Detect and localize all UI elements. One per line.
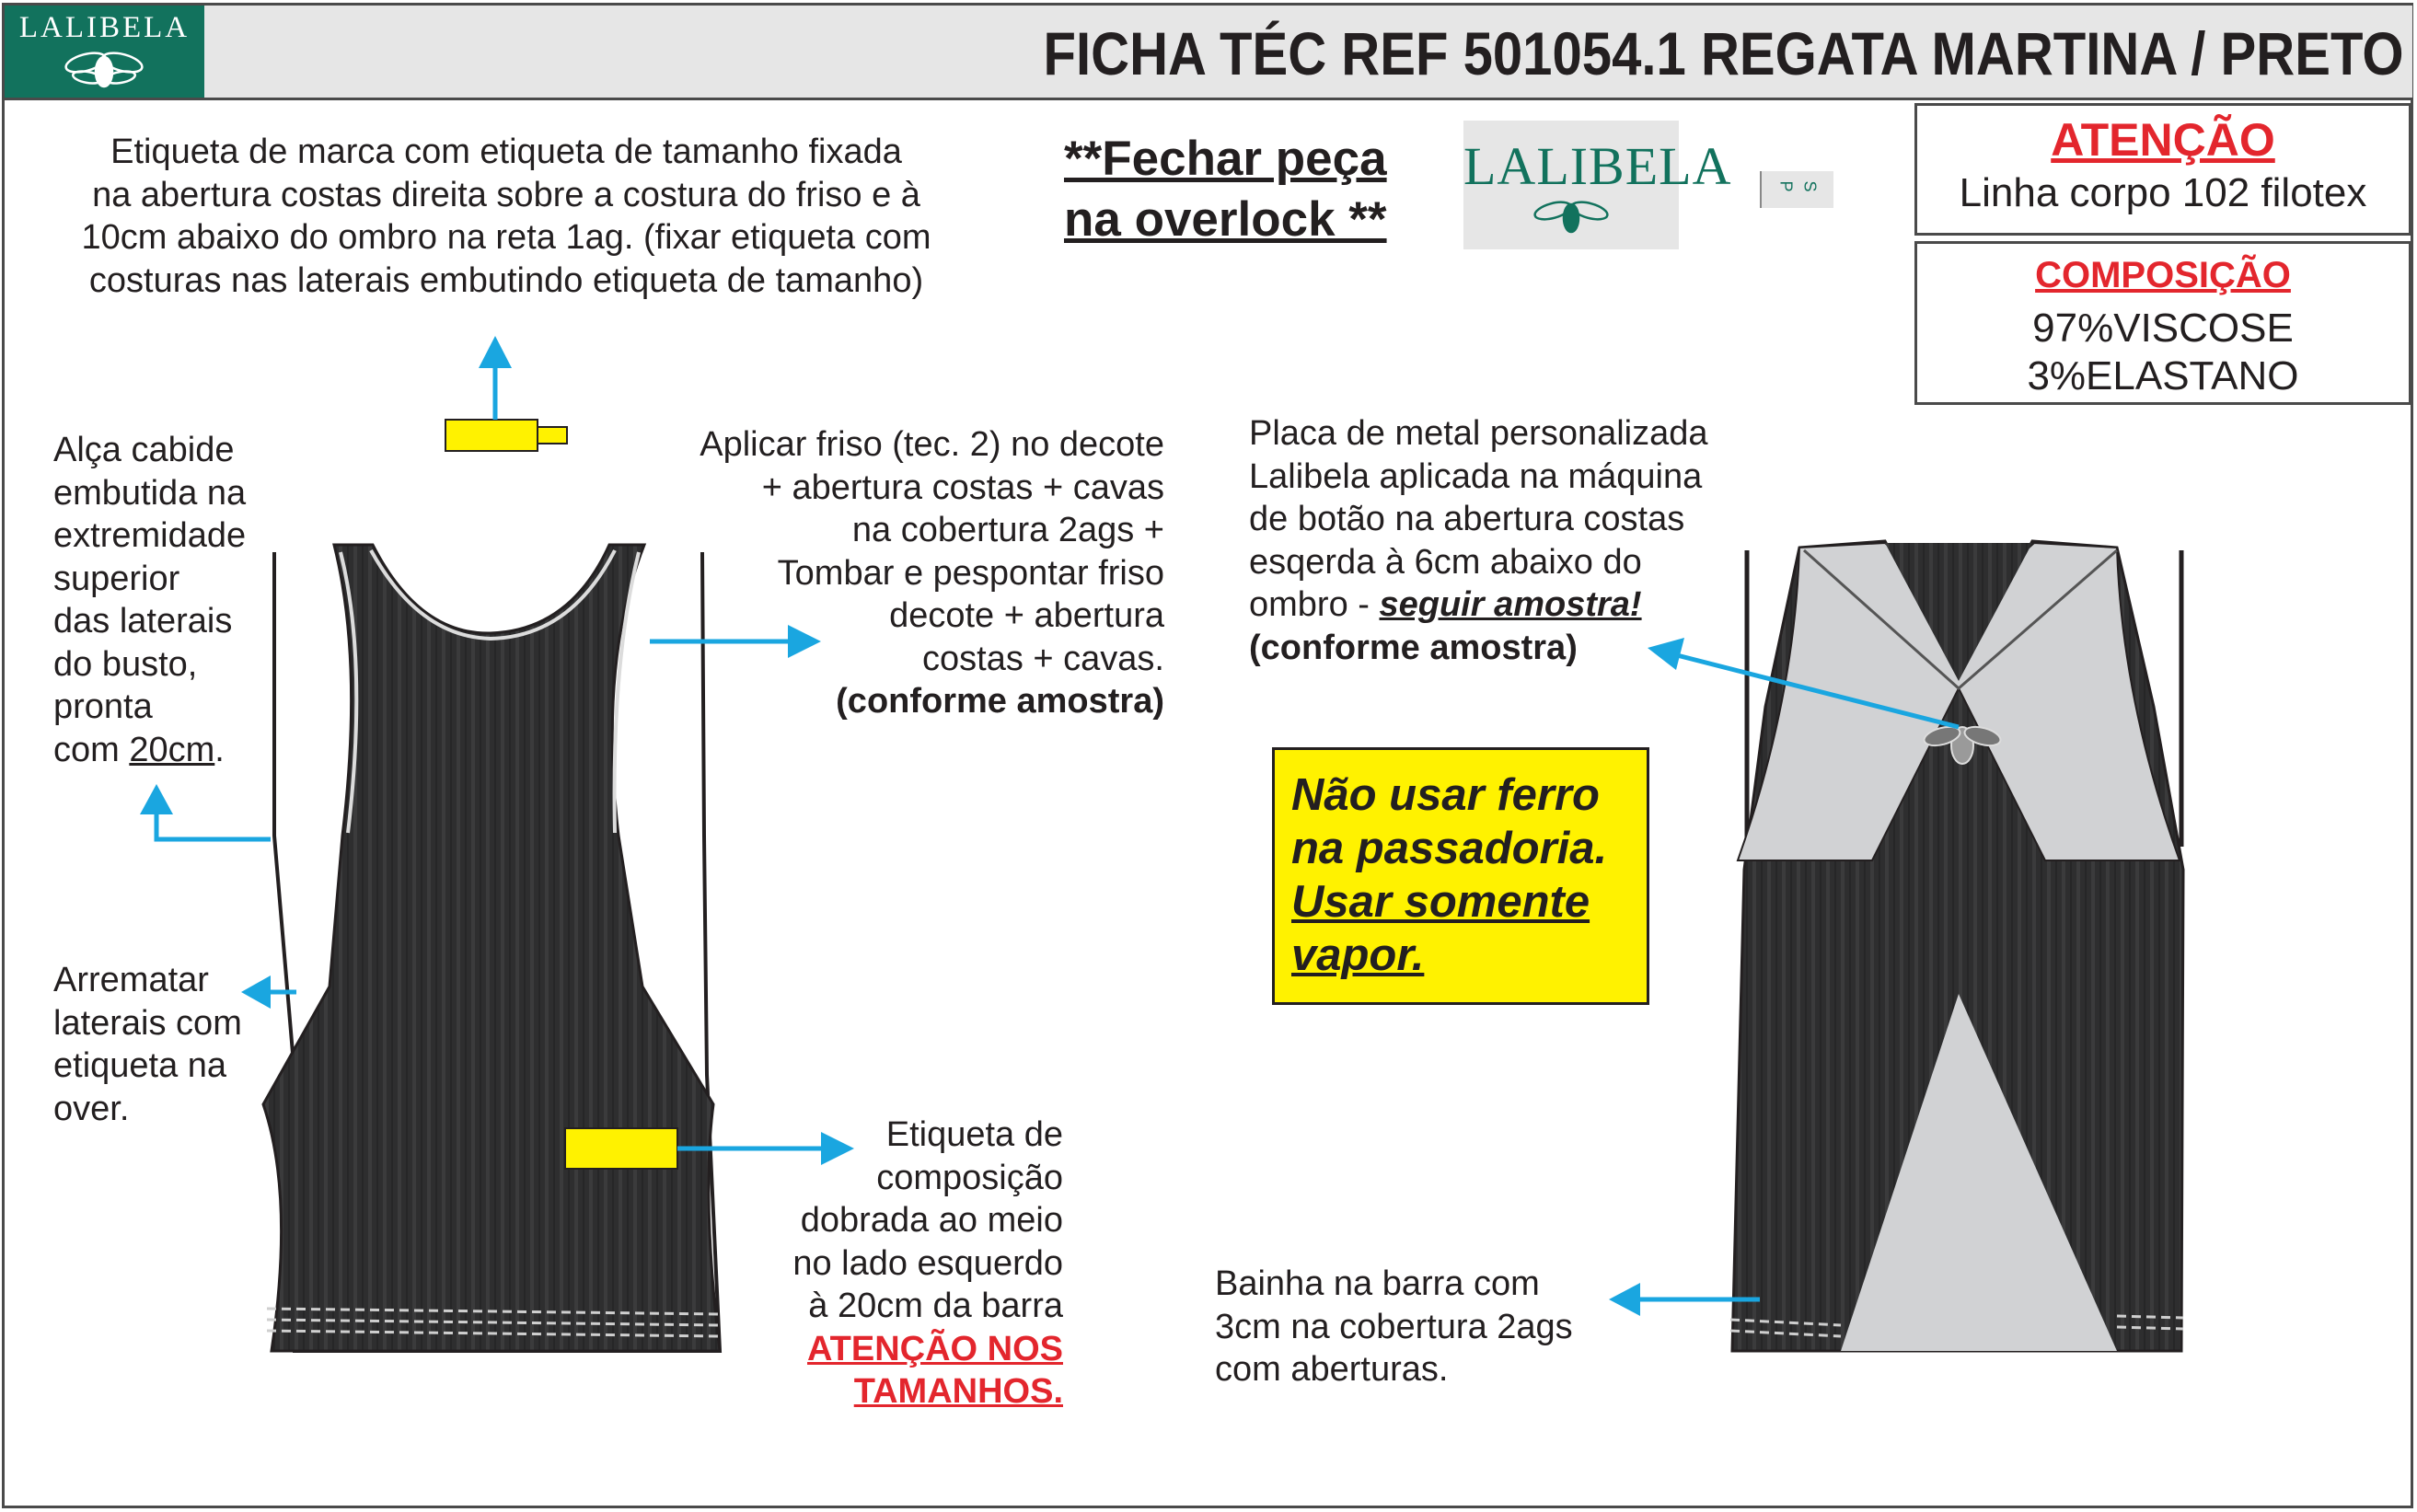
composition-box — [1914, 241, 2411, 405]
attention-title: ATENÇÃO — [2051, 114, 2275, 166]
attention-box — [1914, 103, 2411, 236]
tag-bee-icon — [1463, 121, 1732, 249]
composition-label-patch — [565, 1128, 677, 1169]
page-title: FICHA TÉC REF 501054.1 REGATA MARTINA / PRETO — [1043, 19, 2404, 87]
brand-tag — [1463, 121, 1732, 249]
overlock-note: **Fechar peça na overlock ** — [1064, 132, 1387, 247]
brand-label-patch — [445, 420, 538, 451]
composition-line: 97%VISCOSE — [2032, 306, 2294, 351]
brand-logo-text: LALIBELA — [18, 11, 191, 44]
arrematar-note: Arrematar laterais com etiqueta na over. — [53, 961, 242, 1128]
size-s: S — [1800, 180, 1820, 192]
composition-title: COMPOSIÇÃO — [2035, 255, 2291, 295]
attention-text: Linha corpo 102 filotex — [1959, 170, 2367, 215]
metal-plate-note: Placa de metal personalizada Lalibela aplicada na máquina de botão na abertura costas esqerda à 6cm abaixo do ombro - seguir amostra! (conforme amostra) — [1249, 414, 1708, 667]
composition-line: 3%ELASTANO — [2027, 353, 2299, 398]
composition-label-note: Etiqueta de composição dobrada ao meio no lado esquerdo à 20cm da barra ATENÇÃO NOS TAMANHOS. — [792, 1115, 1063, 1411]
size-tag — [1760, 171, 1833, 208]
iron-warning-box: Não usar ferro na passadoria. Usar somente vapor. — [1272, 747, 1649, 1005]
brand-tag-text: LALIBELA — [1463, 136, 1732, 196]
strap-note: Alça cabide embutida na extremidade superior das laterais do busto, pronta com 20cm. — [53, 431, 247, 769]
brand-label-note: Etiqueta de marca com etiqueta de tamanho fixada na abertura costas direita sobre a costura do friso e à 10cm abaixo do ombro na reta 1ag. (fixar etiqueta com costuras nas laterais embutindo etiqueta de tamanho) — [81, 133, 931, 300]
friso-note: Aplicar friso (tec. 2) no decote + abertura costas + cavas na cobertura 2ags + Tombar e pespontar friso decote + abertura costas + cavas. (conforme amostra) — [700, 425, 1164, 721]
size-p: P — [1776, 180, 1796, 192]
hem-note: Bainha na barra com 3cm na cobertura 2ags com aberturas. — [1215, 1264, 1573, 1389]
back-garment — [1730, 541, 2183, 1351]
